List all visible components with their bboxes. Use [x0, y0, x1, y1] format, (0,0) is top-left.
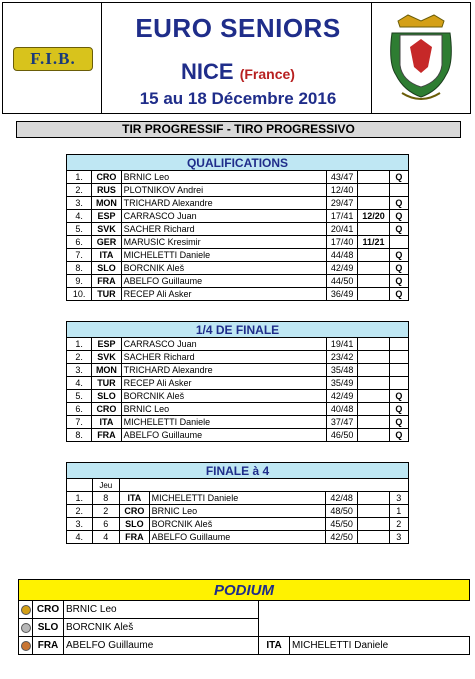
- nation-cell: MON: [92, 364, 121, 377]
- rank-cell: 1.: [67, 492, 93, 505]
- tiebreak-cell: [358, 275, 389, 288]
- tiebreak-cell: [358, 416, 389, 429]
- player-name-cell: ABELFO Guillaume: [121, 275, 326, 288]
- player-name-cell: BORCNIK Aleš: [149, 518, 326, 531]
- score-cell: 20/41: [327, 223, 358, 236]
- rank-cell: 2.: [67, 351, 92, 364]
- bronze-name-1: ABELFO Guillaume: [64, 637, 259, 655]
- bronze-medal-icon: [19, 637, 33, 655]
- nation-cell: ITA: [92, 249, 121, 262]
- table-row: [67, 351, 409, 364]
- tiebreak-cell: [358, 390, 389, 403]
- score-cell: 48/50: [326, 505, 358, 518]
- place-cell: 1: [389, 505, 408, 518]
- rank-cell: 7.: [67, 416, 92, 429]
- score-cell: 42/49: [327, 390, 358, 403]
- rank-cell: 3.: [67, 364, 92, 377]
- player-name-cell: BRNIC Leo: [149, 505, 326, 518]
- table-row: [67, 403, 409, 416]
- qualified-cell: Q: [389, 429, 408, 442]
- bronze-nation-1: FRA: [33, 637, 64, 655]
- country-name: (France): [239, 66, 295, 82]
- gold-name: BRNIC Leo: [64, 601, 259, 619]
- qualified-cell: Q: [389, 275, 408, 288]
- event-title: EURO SENIORS: [135, 13, 341, 43]
- player-name-cell: ABELFO Guillaume: [121, 429, 326, 442]
- table-row: [67, 210, 409, 223]
- score-cell: 29/47: [327, 197, 358, 210]
- tiebreak-cell: [358, 338, 389, 351]
- nation-cell: ESP: [92, 338, 121, 351]
- player-name-cell: CARRASCO Juan: [121, 210, 326, 223]
- score-cell: 44/48: [327, 249, 358, 262]
- nation-cell: SVK: [92, 223, 121, 236]
- nation-cell: TUR: [92, 377, 121, 390]
- tiebreak-cell: [358, 262, 389, 275]
- tiebreak-cell: [358, 223, 389, 236]
- tiebreak-cell: [358, 429, 389, 442]
- rank-cell: 5.: [67, 390, 92, 403]
- rank-cell: 2.: [67, 505, 93, 518]
- player-name-cell: BORCNIK Aleš: [121, 390, 326, 403]
- player-name-cell: MICHELETTI Daniele: [121, 249, 326, 262]
- event-dates: 15 au 18 Décembre 2016: [139, 89, 337, 108]
- jeu-cell: 8: [92, 492, 120, 505]
- qualified-cell: Q: [389, 210, 408, 223]
- podium-table: [18, 579, 470, 655]
- nice-crest-icon: [388, 13, 454, 103]
- place-cell: 2: [389, 518, 408, 531]
- gold-nation: CRO: [33, 601, 64, 619]
- qualified-cell: [389, 351, 408, 364]
- rank-cell: 6.: [67, 236, 92, 249]
- table-row: [67, 416, 409, 429]
- podium-empty: [259, 619, 470, 637]
- score-cell: 42/50: [326, 531, 358, 544]
- discipline-title: TIR PROGRESSIF - TIRO PROGRESSIVO: [16, 121, 461, 138]
- score-cell: 19/41: [327, 338, 358, 351]
- city-name: NICE: [181, 59, 234, 84]
- player-name-cell: TRICHARD Alexandre: [121, 364, 326, 377]
- score-cell: 23/42: [327, 351, 358, 364]
- table-row: [67, 236, 409, 249]
- table-row: [67, 364, 409, 377]
- nation-cell: FRA: [120, 531, 150, 544]
- score-cell: 12/40: [327, 184, 358, 197]
- player-name-cell: BRNIC Leo: [121, 403, 326, 416]
- player-name-cell: RECEP Ali Asker: [121, 288, 326, 301]
- player-name-cell: CARRASCO Juan: [121, 338, 326, 351]
- silver-medal-icon: [19, 619, 33, 637]
- table-row: [67, 171, 409, 184]
- rank-cell: 4.: [67, 531, 93, 544]
- rank-cell: 5.: [67, 223, 92, 236]
- player-name-cell: MARUSIC Kresimir: [121, 236, 326, 249]
- score-cell: 43/47: [327, 171, 358, 184]
- place-cell: 3: [389, 531, 408, 544]
- score-cell: 42/49: [327, 262, 358, 275]
- score-cell: 35/48: [327, 364, 358, 377]
- rank-cell: 8.: [67, 262, 92, 275]
- rank-cell: 7.: [67, 249, 92, 262]
- qualified-cell: Q: [389, 197, 408, 210]
- nation-cell: TUR: [92, 288, 121, 301]
- bronze-nation-2: ITA: [259, 637, 290, 655]
- player-name-cell: ABELFO Guillaume: [149, 531, 326, 544]
- player-name-cell: TRICHARD Alexandre: [121, 197, 326, 210]
- table-row: [67, 531, 409, 544]
- player-name-cell: MICHELETTI Daniele: [149, 492, 326, 505]
- tiebreak-cell: [358, 351, 389, 364]
- table-row: [67, 429, 409, 442]
- score-cell: 44/50: [327, 275, 358, 288]
- qualified-cell: Q: [389, 262, 408, 275]
- bronze-name-2: MICHELETTI Daniele: [290, 637, 470, 655]
- nation-cell: FRA: [92, 275, 121, 288]
- table-row: [67, 275, 409, 288]
- table-row: [67, 184, 409, 197]
- qualified-cell: Q: [389, 403, 408, 416]
- nation-cell: FRA: [92, 429, 121, 442]
- nation-cell: GER: [92, 236, 121, 249]
- table-row: [67, 377, 409, 390]
- qualified-cell: [389, 364, 408, 377]
- qualified-cell: Q: [389, 171, 408, 184]
- score-cell: 17/40: [327, 236, 358, 249]
- nation-cell: SVK: [92, 351, 121, 364]
- rank-cell: 10.: [67, 288, 92, 301]
- nation-cell: CRO: [92, 171, 121, 184]
- player-name-cell: SACHER Richard: [121, 223, 326, 236]
- quarter-final-title: 1/4 DE FINALE: [67, 322, 409, 338]
- qualified-cell: Q: [389, 249, 408, 262]
- final-header-rest: [120, 479, 409, 492]
- spacer-cell: [357, 531, 389, 544]
- bronze-medal-disc: [21, 641, 31, 651]
- nation-cell: SLO: [92, 262, 121, 275]
- silver-medal-disc: [21, 623, 31, 633]
- score-cell: 35/49: [327, 377, 358, 390]
- quarter-final-table: [66, 321, 409, 442]
- podium-empty: [259, 601, 470, 619]
- final-header-blank: [67, 479, 93, 492]
- player-name-cell: BORCNIK Aleš: [121, 262, 326, 275]
- table-row: [67, 338, 409, 351]
- qualified-cell: Q: [389, 390, 408, 403]
- table-row: [67, 505, 409, 518]
- gold-medal-icon: [19, 601, 33, 619]
- tiebreak-cell: [358, 249, 389, 262]
- rank-cell: 9.: [67, 275, 92, 288]
- fib-logo-cell: [3, 3, 102, 113]
- table-row: [67, 249, 409, 262]
- fib-logo: F.I.B.: [13, 47, 93, 71]
- spacer-cell: [357, 518, 389, 531]
- qualified-cell: Q: [389, 288, 408, 301]
- tiebreak-cell: [358, 197, 389, 210]
- qualified-cell: [389, 377, 408, 390]
- tiebreak-cell: [358, 184, 389, 197]
- silver-nation: SLO: [33, 619, 64, 637]
- qualified-cell: [389, 236, 408, 249]
- jeu-header: Jeu: [92, 479, 120, 492]
- nation-cell: CRO: [120, 505, 150, 518]
- nation-cell: ITA: [92, 416, 121, 429]
- rank-cell: 3.: [67, 518, 93, 531]
- tiebreak-cell: [358, 364, 389, 377]
- table-row: [67, 288, 409, 301]
- jeu-cell: 4: [92, 531, 120, 544]
- tiebreak-cell: 11/21: [358, 236, 389, 249]
- rank-cell: 4.: [67, 377, 92, 390]
- qualified-cell: Q: [389, 416, 408, 429]
- jeu-cell: 6: [92, 518, 120, 531]
- table-row: [67, 390, 409, 403]
- rank-cell: 4.: [67, 210, 92, 223]
- qualified-cell: [389, 184, 408, 197]
- player-name-cell: PLOTNIKOV Andrei: [121, 184, 326, 197]
- jeu-cell: 2: [92, 505, 120, 518]
- spacer-cell: [357, 492, 389, 505]
- rank-cell: 2.: [67, 184, 92, 197]
- final-table: [66, 462, 409, 544]
- rank-cell: 8.: [67, 429, 92, 442]
- event-city: [103, 59, 373, 85]
- rank-cell: 6.: [67, 403, 92, 416]
- nation-cell: ITA: [120, 492, 150, 505]
- qualifications-title: QUALIFICATIONS: [67, 155, 409, 171]
- tiebreak-cell: [358, 171, 389, 184]
- place-cell: 3: [389, 492, 408, 505]
- rank-cell: 3.: [67, 197, 92, 210]
- score-cell: 37/47: [327, 416, 358, 429]
- qualified-cell: Q: [389, 223, 408, 236]
- table-row: [67, 223, 409, 236]
- nation-cell: MON: [92, 197, 121, 210]
- nation-cell: SLO: [120, 518, 150, 531]
- player-name-cell: MICHELETTI Daniele: [121, 416, 326, 429]
- tiebreak-cell: [358, 403, 389, 416]
- score-cell: 40/48: [327, 403, 358, 416]
- score-cell: 45/50: [326, 518, 358, 531]
- final-title: FINALE à 4: [67, 463, 409, 479]
- score-cell: 42/48: [326, 492, 358, 505]
- nation-cell: CRO: [92, 403, 121, 416]
- table-row: [67, 262, 409, 275]
- score-cell: 36/49: [327, 288, 358, 301]
- score-cell: 46/50: [327, 429, 358, 442]
- nation-cell: RUS: [92, 184, 121, 197]
- gold-medal-disc: [21, 605, 31, 615]
- player-name-cell: SACHER Richard: [121, 351, 326, 364]
- tiebreak-cell: 12/20: [358, 210, 389, 223]
- table-row: [67, 197, 409, 210]
- table-row: [67, 518, 409, 531]
- player-name-cell: RECEP Ali Asker: [121, 377, 326, 390]
- qualifications-table: [66, 154, 409, 301]
- podium-title: PODIUM: [19, 580, 470, 601]
- tiebreak-cell: [358, 288, 389, 301]
- qualified-cell: [389, 338, 408, 351]
- header: [2, 2, 471, 114]
- rank-cell: 1.: [67, 338, 92, 351]
- player-name-cell: BRNIC Leo: [121, 171, 326, 184]
- spacer-cell: [357, 505, 389, 518]
- nation-cell: SLO: [92, 390, 121, 403]
- table-row: [67, 492, 409, 505]
- silver-name: BORCNIK Aleš: [64, 619, 259, 637]
- rank-cell: 1.: [67, 171, 92, 184]
- nice-crest-cell: [371, 3, 470, 113]
- tiebreak-cell: [358, 377, 389, 390]
- score-cell: 17/41: [327, 210, 358, 223]
- nation-cell: ESP: [92, 210, 121, 223]
